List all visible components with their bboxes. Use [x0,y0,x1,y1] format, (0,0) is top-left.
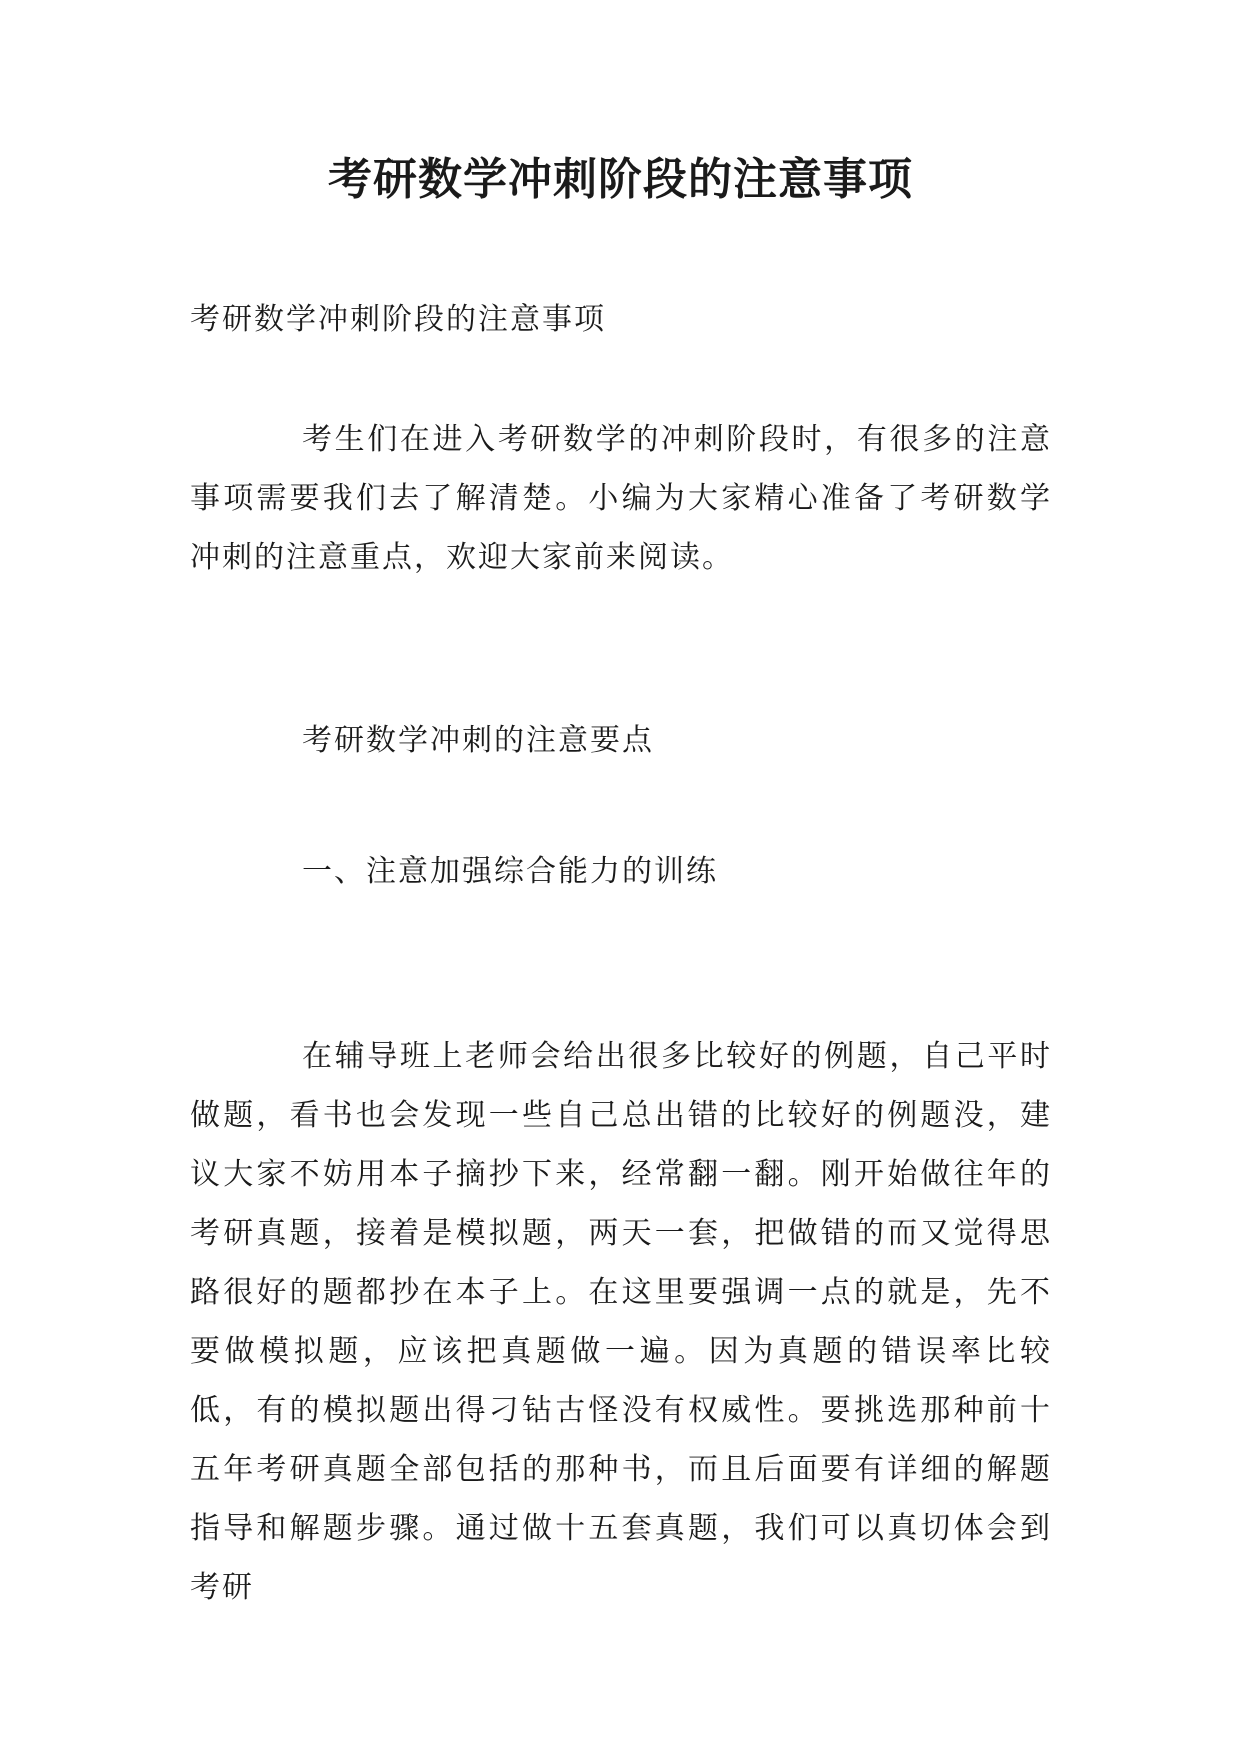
document-title: 考研数学冲刺阶段的注意事项 [328,154,913,205]
document-subtitle: 考研数学冲刺阶段的注意事项 [190,302,606,337]
spacer [190,349,1052,410]
intro-paragraph: 考生们在进入考研数学的冲刺阶段时，有很多的注意事项需要我们去了解清楚。小编为大家精心准备了考研数学冲刺的注意重点，欢迎大家前来阅读。 [190,422,1052,575]
point-heading: 一、注意加强综合能力的训练 [302,854,718,889]
spacer [190,587,1052,711]
document-body [190,290,1052,1617]
body-paragraph: 在辅导班上老师会给出很多比较好的例题，自己平时做题，看书也会发现一些自己总出错的比较好的例题没，建议大家不妨用本子摘抄下来，经常翻一翻。刚开始做往年的考研真题，接着是模拟题，两天一套，把做错的而又觉得思路很好的题都抄在本子上。在这里要强调一点的就是，先不要做模拟题，应该把真题做一遍。因为真题的错误率比较低，有的模拟题出得刁钻古怪没有权威性。要挑选那种前十五年考研真题全部包括的那种书，而且后面要有详细的解题指导和解题步骤。通过做十五套真题，我们可以真切体会到考研 [190,1039,1052,1605]
section-heading: 考研数学冲刺的注意要点 [302,723,654,758]
spacer [190,770,1052,842]
spacer [190,901,1052,1027]
